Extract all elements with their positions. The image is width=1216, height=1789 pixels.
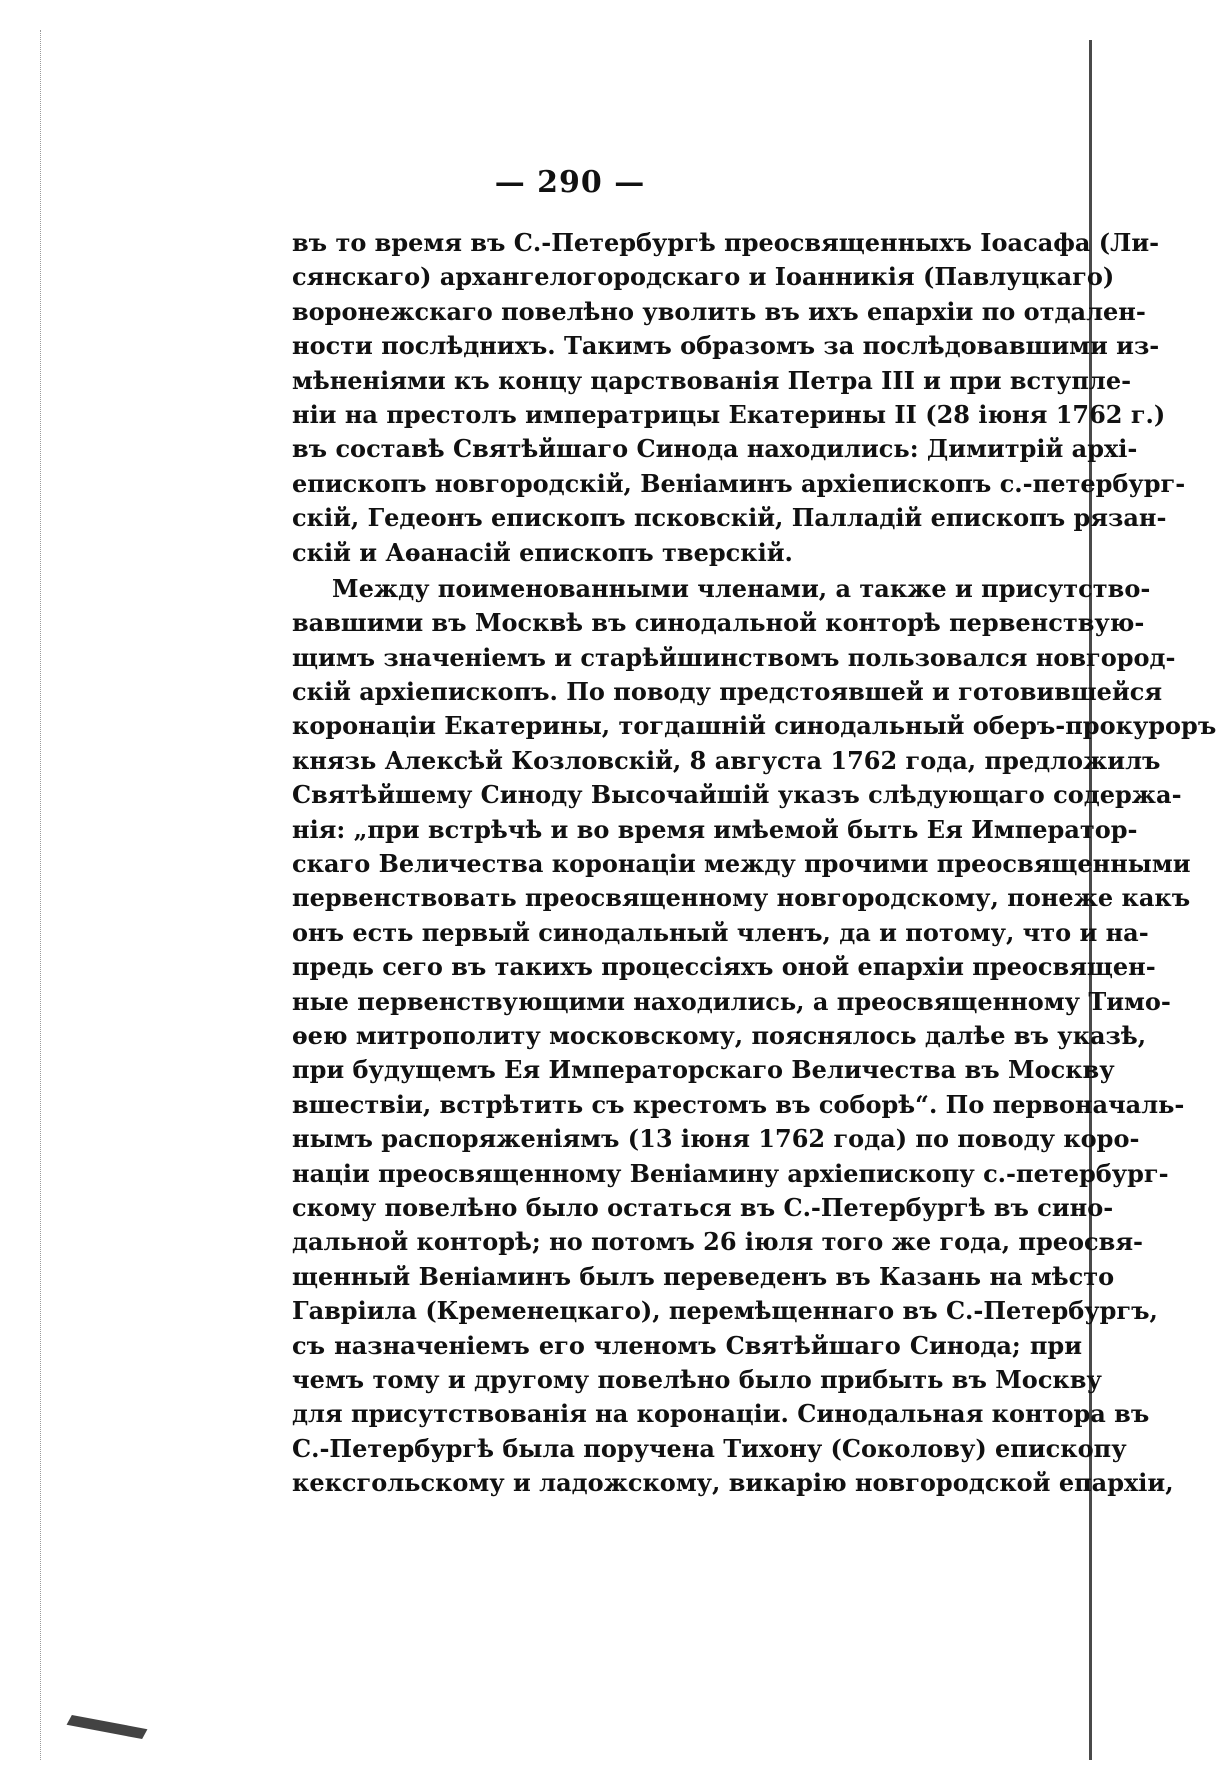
text-line: предь сего въ такихъ процессіяхъ оной епархіи преосвящен- (292, 952, 1156, 982)
text-line: скій архіепископъ. По поводу предстоявшей и готовившейся (292, 677, 1163, 707)
text-line: ные первенствующими находились, а преосвященному Тимо- (292, 986, 1171, 1016)
text-line: ніи на престолъ императрицы Екатерины II (28 іюня 1762 г.) (292, 399, 1166, 429)
text-line: коронаціи Екатерины, тогдашній синодальный оберъ-прокуроръ (292, 711, 1216, 741)
text-line: С.-Петербургѣ была поручена Тихону (Соколову) епископу (292, 1433, 1127, 1463)
text-line: ности послѣднихъ. Такимъ образомъ за послѣдовавшими из- (292, 331, 1160, 361)
text-line: щенный Веніаминъ былъ переведенъ въ Казань на мѣсто (292, 1261, 1115, 1291)
text-line: чемъ тому и другому повелѣно было прибыть въ Москву (292, 1364, 1102, 1394)
text-line: вавшими въ Москвѣ въ синодальной конторѣ первенствую- (292, 608, 1145, 638)
text-line: щимъ значеніемъ и старѣйшинствомъ пользовался новгород- (292, 642, 1176, 672)
text-line: онъ есть первый синодальный членъ, да и потому, что и на- (292, 917, 1149, 947)
text-line: Святѣйшему Синоду Высочайшій указъ слѣдующаго содержа- (292, 780, 1182, 810)
text-line: скій и Аѳанасій епископъ тверскій. (292, 537, 793, 567)
text-line: воронежскаго повелѣно уволить въ ихъ епархіи по отдален- (292, 296, 1146, 326)
text-line: кексгольскому и ладожскому, викарію новгородской епархіи, (292, 1468, 1174, 1498)
text-line: при будущемъ Ея Императорскаго Величества въ Москву (292, 1055, 1115, 1085)
body-text (292, 226, 1216, 1500)
text-line: націи преосвященному Веніамину архіепископу с.-петербург- (292, 1158, 1169, 1188)
page-number: — 290 — (494, 165, 646, 200)
text-line: нія: „при встрѣчѣ и во время имѣемой быть Ея Император- (292, 814, 1138, 844)
text-line: мѣненіями къ концу царствованія Петра III и при вступле- (292, 365, 1132, 395)
scan-edge-left (40, 30, 81, 1760)
paragraph-start-line: Между поименованными членами, а также и присутство- (332, 573, 1151, 603)
text-line: ѳею митрополиту московскому, пояснялось далѣе въ указѣ, (292, 1020, 1147, 1050)
text-line: дальной конторѣ; но потомъ 26 іюля того же года, преосвя- (292, 1227, 1144, 1257)
text-line: скій, Гедеонъ епископъ псковскій, Палладій епископъ рязан- (292, 503, 1167, 533)
text-line: скаго Величества коронаціи между прочими преосвященными (292, 849, 1191, 879)
text-line: скому повелѣно было остаться въ С.-Петербургѣ въ сино- (292, 1192, 1114, 1222)
text-line: въ то время въ С.-Петербургѣ преосвященныхъ Іоасафа (Ли- (292, 228, 1160, 257)
text-line: вшествіи, встрѣтить съ крестомъ въ соборѣ“. По первоначаль- (292, 1089, 1185, 1119)
text-line: въ составѣ Святѣйшаго Синода находились: Димитрій архі- (292, 434, 1138, 464)
text-line: нымъ распоряженіямъ (13 іюня 1762 года) по поводу коро- (292, 1124, 1140, 1154)
text-line: князь Алексѣй Козловскій, 8 августа 1762 года, предложилъ (292, 745, 1161, 775)
text-line: епископъ новгородскій, Веніаминъ архіепископъ с.-петербург- (292, 468, 1186, 498)
text-line: для присутствованія на коронаціи. Синодальная контора въ (292, 1399, 1150, 1429)
text-line: Гавріила (Кременецкаго), перемѣщеннаго въ С.-Петербургъ, (292, 1296, 1158, 1326)
text-line: сянскаго) архангелогородскаго и Іоанникія (Павлуцкаго) (292, 262, 1115, 292)
text-line: съ назначеніемъ его членомъ Святѣйшаго Синода; при (292, 1330, 1082, 1360)
text-line: первенствовать преосвященному новгородскому, понеже какъ (292, 883, 1191, 913)
